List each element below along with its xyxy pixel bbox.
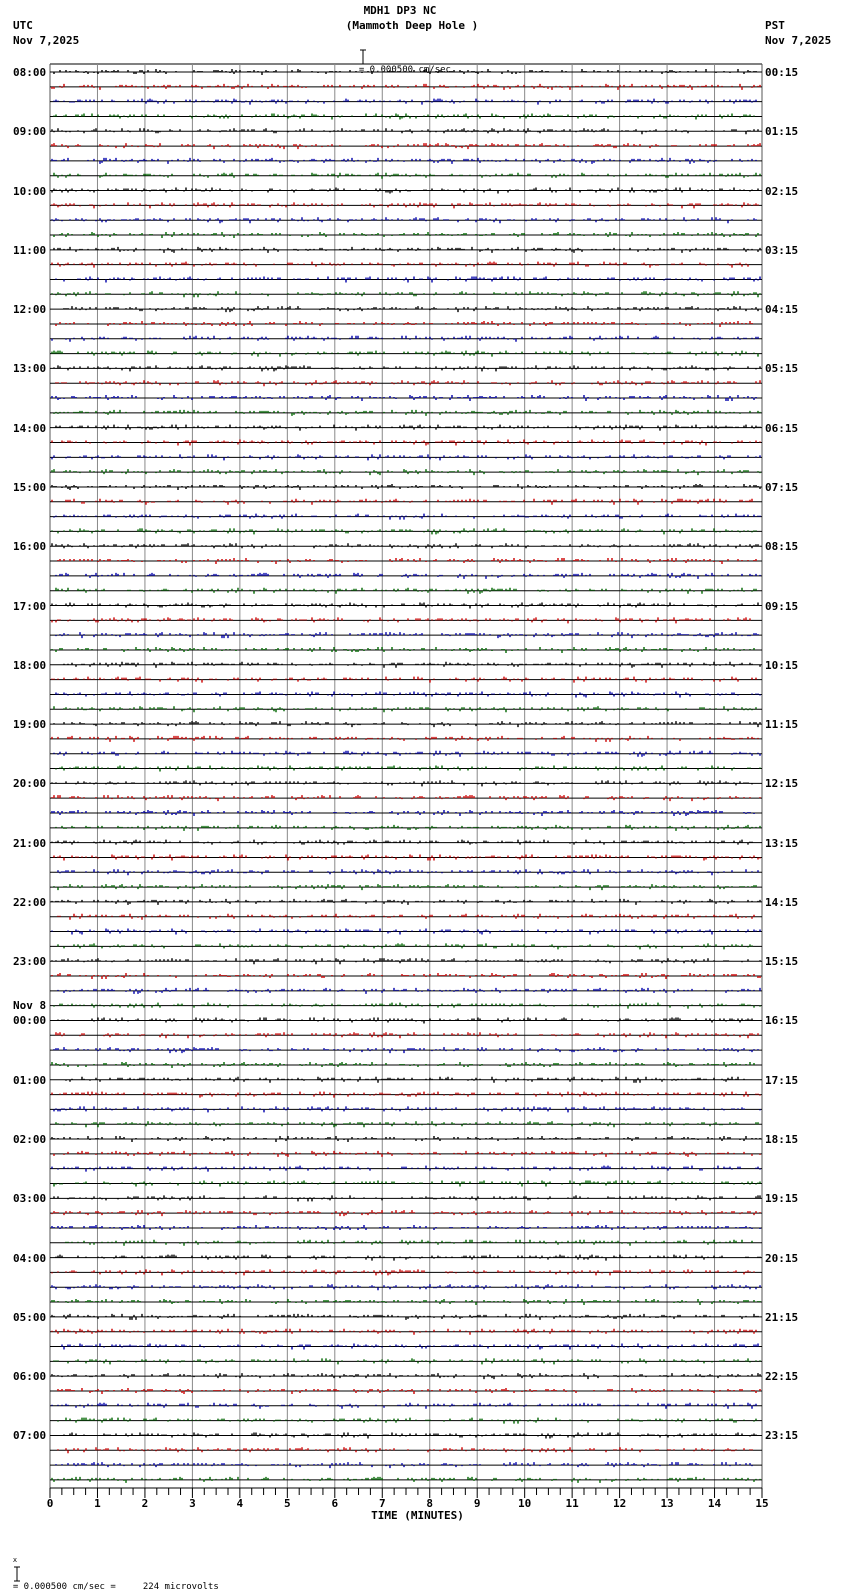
date-change-label: Nov 8 <box>13 999 47 1013</box>
pst-hour-label: 14:15 <box>765 895 799 909</box>
pst-hour-label: 21:15 <box>765 1310 799 1324</box>
right-date: Nov 7,2025 <box>765 34 832 47</box>
pst-hour-label: 13:15 <box>765 836 799 850</box>
pst-hour-label: 20:15 <box>765 1251 799 1265</box>
station-title: MDH1 DP3 NC <box>363 4 437 17</box>
pst-hour-label: 19:15 <box>765 1192 799 1206</box>
utc-hour-label: 01:00 <box>13 1073 47 1087</box>
footer-scale <box>2 1544 219 1593</box>
pst-hour-label: 08:15 <box>765 540 799 554</box>
utc-hour-label: 07:00 <box>13 1429 47 1443</box>
x-tick-10: 10 <box>518 1497 532 1510</box>
utc-hour-label: 23:00 <box>13 955 47 969</box>
utc-hour-label: 12:00 <box>13 303 47 317</box>
x-tick-9: 9 <box>473 1497 481 1510</box>
x-tick-11: 11 <box>565 1497 579 1510</box>
utc-hour-label: 03:00 <box>13 1192 47 1206</box>
pst-hour-label: 18:15 <box>765 1133 799 1147</box>
pst-hour-label: 07:15 <box>765 480 799 494</box>
x-tick-0: 0 <box>46 1497 54 1510</box>
pst-hour-label: 12:15 <box>765 777 799 791</box>
x-tick-7: 7 <box>378 1497 386 1510</box>
pst-hour-label: 02:15 <box>765 184 799 198</box>
utc-hour-label: 18:00 <box>13 658 47 672</box>
utc-hour-label: 06:00 <box>13 1370 47 1384</box>
x-tick-2: 2 <box>141 1497 149 1510</box>
footer-prefix: x <box>12 1556 18 1564</box>
pst-hour-label: 04:15 <box>765 303 799 317</box>
x-tick-14: 14 <box>707 1497 722 1510</box>
pst-hour-label: 16:15 <box>765 1014 799 1028</box>
utc-hour-label: 08:00 <box>13 66 47 79</box>
x-tick-4: 4 <box>236 1497 244 1510</box>
footer-scale-text: = 0.000500 cm/sec = 224 microvolts <box>12 1582 219 1592</box>
x-tick-13: 13 <box>660 1497 674 1510</box>
trace-6 <box>52 158 756 164</box>
pst-hour-label: 10:15 <box>765 658 799 672</box>
pst-hour-label: 05:15 <box>765 362 799 376</box>
utc-hour-label: 05:00 <box>13 1310 47 1324</box>
x-axis-label: TIME (MINUTES) <box>371 1509 464 1522</box>
utc-hour-label: 16:00 <box>13 540 47 554</box>
pst-hour-label: 23:15 <box>765 1429 799 1443</box>
utc-hour-label: 09:00 <box>13 125 47 139</box>
utc-hour-label: 20:00 <box>13 777 47 791</box>
pst-hour-label: 22:15 <box>765 1370 799 1384</box>
x-tick-1: 1 <box>94 1497 101 1510</box>
utc-hour-label: 15:00 <box>13 480 47 494</box>
pst-hour-label: 00:15 <box>765 66 799 79</box>
left-date: Nov 7,2025 <box>13 34 80 47</box>
utc-hour-label: 17:00 <box>13 599 47 613</box>
pst-hour-label: 01:15 <box>765 125 799 139</box>
pst-hour-label: 17:15 <box>765 1073 799 1087</box>
x-tick-5: 5 <box>284 1497 291 1510</box>
utc-hour-label: 13:00 <box>13 362 47 376</box>
scale-text: = 0.000500 cm/sec <box>358 65 451 75</box>
scale-bar-icon <box>13 1566 21 1582</box>
site-name: (Mammoth Deep Hole ) <box>345 19 479 32</box>
seismic-traces <box>50 69 762 1483</box>
pst-hour-label: 11:15 <box>765 718 799 732</box>
trace-94 <box>56 1462 752 1468</box>
right-timezone: PST <box>765 19 785 32</box>
trace-13 <box>52 262 748 268</box>
utc-hour-label: 10:00 <box>13 184 47 198</box>
x-tick-6: 6 <box>331 1497 339 1510</box>
utc-hour-label: 04:00 <box>13 1251 47 1265</box>
x-tick-15: 15 <box>755 1497 769 1510</box>
utc-hour-label: 14:00 <box>13 421 47 435</box>
utc-hour-label: 22:00 <box>13 895 47 909</box>
pst-hour-label: 03:15 <box>765 243 799 257</box>
utc-hour-label: 21:00 <box>13 836 47 850</box>
x-tick-12: 12 <box>612 1497 627 1510</box>
left-timezone: UTC <box>13 19 33 32</box>
pst-hour-label: 15:15 <box>765 955 799 969</box>
utc-hour-label: 19:00 <box>13 718 47 732</box>
x-tick-8: 8 <box>426 1497 434 1510</box>
utc-hour-label: 02:00 <box>13 1133 47 1147</box>
utc-hour-label: 00:00 <box>13 1014 47 1028</box>
pst-hour-label: 06:15 <box>765 421 799 435</box>
x-tick-3: 3 <box>189 1497 196 1510</box>
pst-hour-label: 09:15 <box>765 599 799 613</box>
utc-hour-label: 11:00 <box>13 243 47 257</box>
